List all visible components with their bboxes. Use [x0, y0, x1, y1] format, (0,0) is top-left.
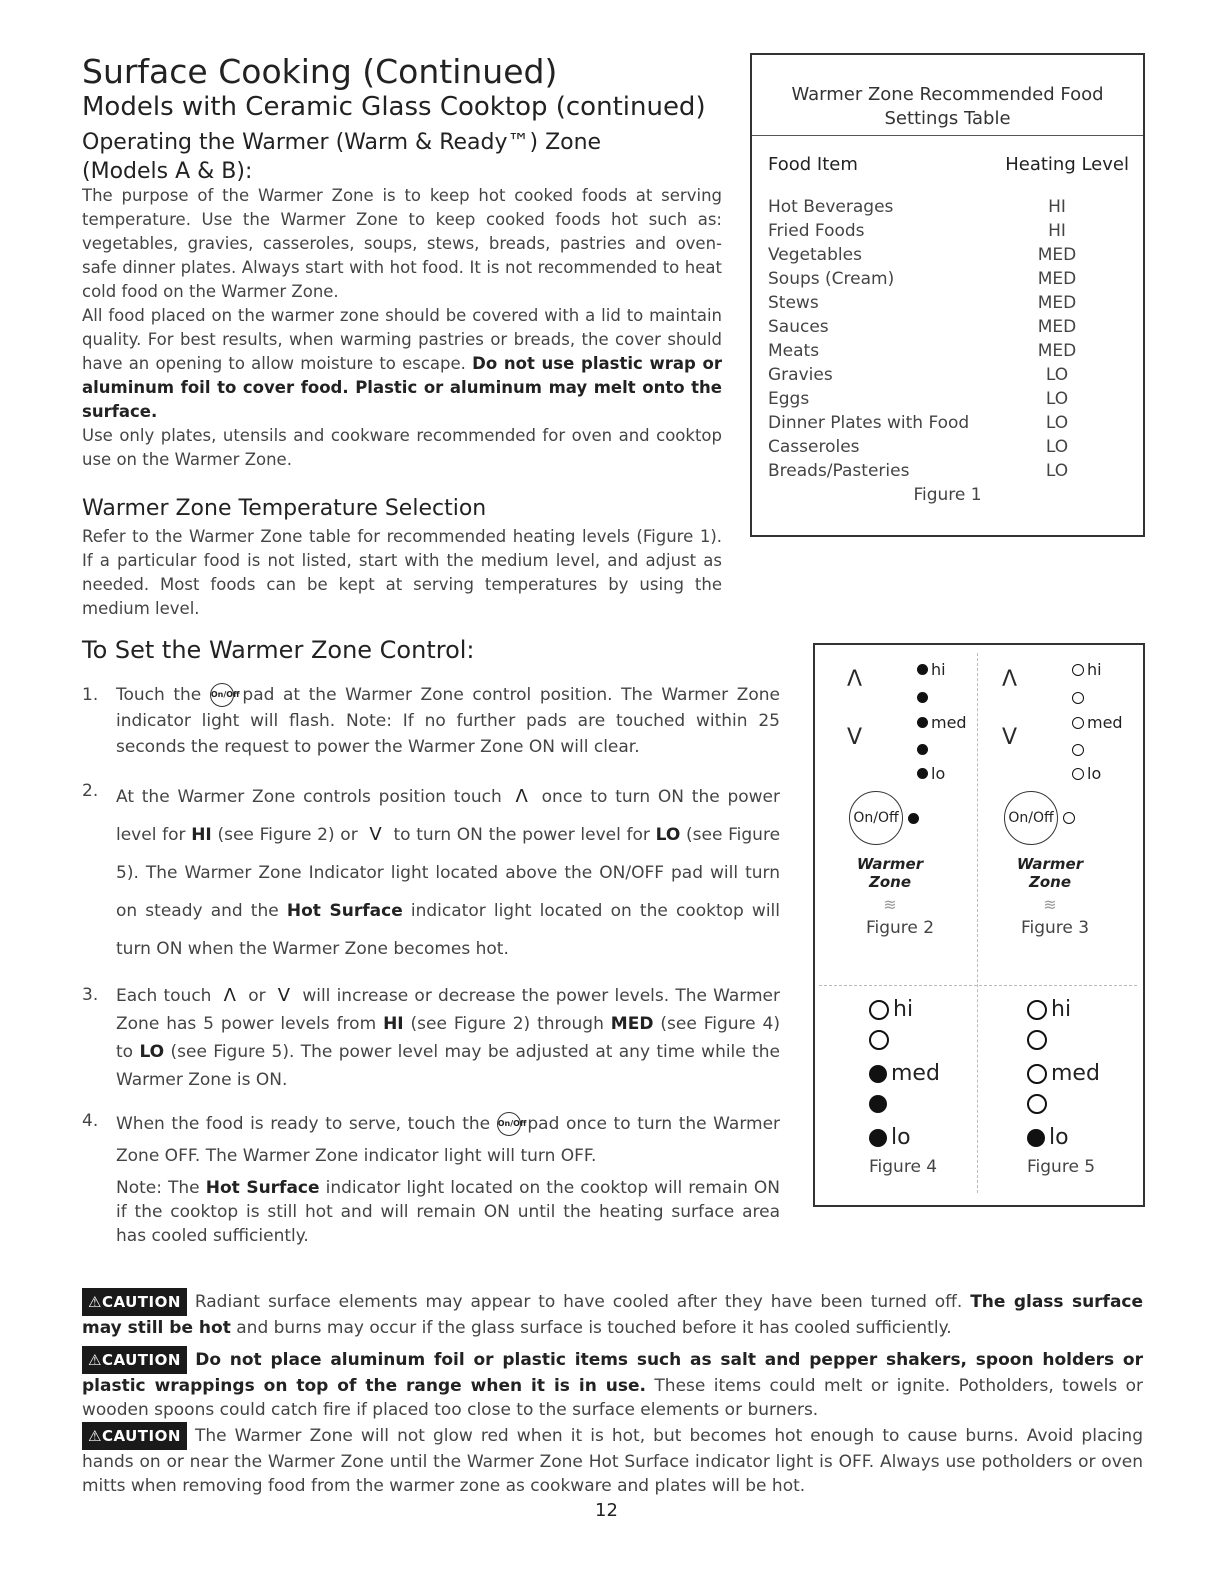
table-title — [752, 55, 1143, 136]
on-off-button-icon: On/Off — [849, 791, 903, 845]
step-note — [82, 1176, 780, 1248]
indicator-off-icon — [1027, 1000, 1047, 1020]
intro-p1: The purpose of the Warmer Zone is to keep hot cooked foods at serving temperature. Use the Warmer Zone to keep cooked foods hot such as: vegetables, gravies, casseroles, soups, stews, breads, pastries and oven-safe dinner plates. Always start with hot food. It is not recommended to heat cold food on the Warmer Zone. — [82, 186, 722, 301]
on-off-button-icon: On/Off — [1004, 791, 1058, 845]
indicator-on-icon — [917, 717, 928, 728]
table-row — [752, 291, 1143, 315]
table-row — [752, 387, 1143, 411]
text-bold: LO — [139, 1042, 165, 1062]
level-lo: lo — [891, 1125, 911, 1150]
table-row — [752, 411, 1143, 435]
figure-4-caption: Figure 4 — [869, 1157, 938, 1177]
heating-level: LO — [1045, 437, 1069, 457]
indicator-off-icon — [1027, 1030, 1047, 1050]
text: (see Figure 2) through — [410, 1014, 604, 1034]
step-1 — [82, 682, 780, 760]
level-med: med — [1051, 1061, 1100, 1086]
level-med: med — [931, 713, 967, 732]
settings-table — [750, 53, 1145, 537]
text: indicator light located on the cooktop will turn ON when the Warmer Zone becomes hot. — [116, 901, 781, 959]
table-row — [752, 339, 1143, 363]
figures-panel — [813, 643, 1145, 1207]
text-bold: MED — [610, 1014, 654, 1034]
text-bold: HI — [383, 1014, 404, 1034]
down-arrow-icon: V — [1002, 725, 1018, 750]
section-title: Operating the Warmer (Warm & Ready™) Zone — [82, 130, 602, 155]
set-control-steps — [82, 682, 780, 1248]
step-4 — [82, 1108, 780, 1172]
text: Note: The — [116, 1178, 200, 1198]
text: pad once to turn the Warmer Zone OFF. The Warmer Zone indicator light will turn OFF. — [116, 1114, 781, 1166]
caution-2 — [82, 1346, 1143, 1422]
heating-level: HI — [1048, 197, 1066, 217]
table-body — [752, 195, 1143, 483]
figure-3 — [1000, 657, 1140, 938]
indicator-off-icon — [1072, 664, 1084, 676]
indicator-off-icon — [1027, 1094, 1047, 1114]
food-item: Breads/Pasteries — [768, 461, 910, 481]
figure-2 — [845, 657, 975, 938]
table-row — [752, 267, 1143, 291]
level-hi: hi — [1087, 660, 1102, 679]
text-bold: Hot Surface — [286, 901, 403, 921]
intro-p3: Use only plates, utensils and cookware recommended for oven and cooktop use on the Warmer Zone. — [82, 426, 722, 469]
text: once to turn ON the power level for — [116, 787, 781, 845]
figure-3-caption: Figure 3 — [1020, 918, 1090, 938]
text-bold: Hot Surface — [205, 1178, 320, 1198]
level-hi: hi — [931, 660, 946, 679]
level-lo: lo — [931, 764, 946, 783]
set-control-heading: To Set the Warmer Zone Control: — [82, 636, 475, 664]
indicator-off-icon — [1063, 812, 1075, 824]
up-arrow-icon: Λ — [847, 667, 863, 692]
step-text — [116, 682, 780, 760]
page-subtitle: Models with Ceramic Glass Cooktop (continued) — [82, 92, 706, 122]
table-row — [752, 315, 1143, 339]
heating-level: MED — [1037, 317, 1077, 337]
level-hi: hi — [1051, 997, 1072, 1022]
heating-level: MED — [1037, 269, 1077, 289]
food-item: Eggs — [768, 389, 810, 409]
food-item: Gravies — [768, 365, 833, 385]
step-number: 4. — [82, 1111, 99, 1131]
figure-2-caption: Figure 2 — [865, 918, 935, 938]
caution-text: The Warmer Zone will not glow red when it is hot, but becomes hot enough to cause burns. Avoid placing hands on or near the Warmer Zone until the Warmer Zone Hot Surface indicator light is OFF. Always use potholders or oven mitts when removing food from the warmer zone as cookware and plates will be hot. — [82, 1426, 1143, 1496]
heating-level: LO — [1045, 389, 1069, 409]
temp-heading: Warmer Zone Temperature Selection — [82, 496, 487, 521]
text-bold: HI — [191, 825, 212, 845]
indicator-on-icon — [917, 692, 928, 703]
intro-p2-plain: All food placed on the warmer zone should be covered with a lid to maintain quality. For best results, when warming pastries or breads, the cover should have an opening to allow moisture to escape. — [82, 306, 722, 373]
food-item: Dinner Plates with Food — [768, 413, 970, 433]
text: to turn ON the power level for — [393, 825, 650, 845]
caution-text: Radiant surface elements may appear to have cooled after they have been turned off. — [194, 1292, 963, 1312]
step-text — [116, 982, 780, 1094]
intro-p2-bold: Do not use plastic wrap or aluminum foil to cover food. Plastic or aluminum may melt onto the surface. — [82, 354, 723, 421]
heat-symbol-icon: ≋ — [883, 895, 897, 914]
intro-text — [82, 184, 722, 472]
step-number: 2. — [82, 781, 99, 801]
warmer-zone-label: Warmer Zone — [856, 855, 924, 891]
down-arrow-icon: V — [847, 725, 863, 750]
step-3 — [82, 982, 780, 1094]
heating-level: LO — [1045, 413, 1069, 433]
caution-3 — [82, 1422, 1143, 1498]
heating-level: LO — [1045, 365, 1069, 385]
caution-text-bold: Do not place aluminum foil or plastic items such as salt and pepper shakers, spoon holders or plastic wrappings on top of the range when it is in use. — [82, 1350, 1143, 1396]
text: will increase or decrease the power levels. The Warmer Zone has 5 power levels from — [116, 986, 781, 1034]
indicator-on-icon — [869, 1065, 887, 1083]
food-item: Sauces — [768, 317, 829, 337]
text: When the food is ready to serve, touch the — [116, 1114, 491, 1134]
table-title-line2: Settings Table — [884, 108, 1011, 129]
on-off-pad-icon: On/Off — [210, 683, 234, 707]
figure-5 — [1027, 997, 1137, 1177]
text: or — [248, 986, 266, 1006]
section-models: (Models A & B): — [82, 159, 253, 184]
caution-text-bold: The glass surface may still be hot — [82, 1292, 1144, 1338]
indicator-on-icon — [908, 813, 919, 824]
step-number: 3. — [82, 985, 99, 1005]
step-number: 1. — [82, 685, 99, 705]
food-item: Stews — [768, 293, 819, 313]
caution-text: These items could melt or ignite. Potholders, towels or wooden spoons could catch fire if placed too close to the surface elements or burners. — [82, 1376, 1144, 1420]
indicator-off-icon — [1072, 744, 1084, 756]
level-med: med — [891, 1061, 940, 1086]
indicator-off-icon — [869, 1000, 889, 1020]
warmer-zone-label: Warmer Zone — [1016, 855, 1084, 891]
col-heating-level: Heating Level — [1005, 154, 1129, 175]
text: indicator light located on the cooktop will remain ON if the cooktop is still hot and will remain ON until the heating surface area has cooled sufficiently. — [116, 1178, 781, 1246]
step-text — [116, 778, 780, 968]
indicator-on-icon — [1027, 1129, 1045, 1147]
caution-1 — [82, 1288, 1143, 1340]
indicator-off-icon — [1072, 717, 1084, 729]
temp-text: Refer to the Warmer Zone table for recommended heating levels (Figure 1). If a particular food is not listed, start with the medium level, and adjust as needed. Most foods can be kept at serving temperatures by using the medium level. — [82, 527, 722, 618]
up-arrow-icon: Λ — [223, 985, 236, 1006]
text: At the Warmer Zone controls position touch — [116, 787, 502, 807]
text: Touch the — [116, 685, 202, 705]
table-title-line1: Warmer Zone Recommended Food — [791, 84, 1104, 105]
up-arrow-icon: Λ — [1002, 667, 1018, 692]
note-text — [116, 1176, 780, 1248]
text: Each touch — [116, 986, 212, 1006]
col-food-item: Food Item — [768, 154, 858, 175]
heating-level: MED — [1037, 293, 1077, 313]
food-item: Meats — [768, 341, 820, 361]
caution-badge: ⚠CAUTION — [82, 1422, 187, 1450]
heating-level: HI — [1048, 221, 1066, 241]
caution-badge: ⚠CAUTION — [82, 1346, 187, 1374]
caution-text: and burns may occur if the glass surface is touched before it has cooled sufficiently. — [236, 1318, 952, 1338]
indicator-off-icon — [869, 1030, 889, 1050]
figure-5-caption: Figure 5 — [1027, 1157, 1096, 1177]
up-arrow-icon: Λ — [515, 786, 528, 807]
table-row — [752, 243, 1143, 267]
caution-badge: ⚠CAUTION — [82, 1288, 187, 1316]
table-row — [752, 435, 1143, 459]
indicator-on-icon — [917, 768, 928, 779]
indicator-on-icon — [869, 1095, 887, 1113]
step-text — [116, 1108, 780, 1172]
level-lo: lo — [1049, 1125, 1069, 1150]
food-item: Hot Beverages — [768, 197, 894, 217]
heating-level: MED — [1037, 245, 1077, 265]
text: (see Figure 2) or — [217, 825, 358, 845]
indicator-off-icon — [1072, 692, 1084, 704]
heating-level: MED — [1037, 341, 1077, 361]
table-row — [752, 195, 1143, 219]
figure-1-caption: Figure 1 — [913, 485, 982, 505]
down-arrow-icon: V — [277, 985, 291, 1006]
level-med: med — [1087, 713, 1123, 732]
step-2 — [82, 778, 780, 968]
page-number: 12 — [595, 1500, 618, 1521]
level-lo: lo — [1087, 764, 1102, 783]
table-row — [752, 459, 1143, 483]
text-bold: LO — [655, 825, 681, 845]
section-heading — [82, 128, 732, 186]
table-row — [752, 219, 1143, 243]
table-row — [752, 363, 1143, 387]
food-item: Vegetables — [768, 245, 862, 265]
table-header — [752, 136, 1143, 195]
text: (see Figure 4) to — [116, 1014, 780, 1062]
text: (see Figure 5). The power level may be adjusted at any time while the Warmer Zone is ON. — [116, 1042, 781, 1090]
indicator-on-icon — [917, 744, 928, 755]
down-arrow-icon: V — [369, 824, 382, 845]
on-off-pad-icon: On/Off — [497, 1112, 521, 1136]
indicator-on-icon — [869, 1129, 887, 1147]
heating-level: LO — [1045, 461, 1069, 481]
text: (see Figure 5). The Warmer Zone Indicator light located above the ON/OFF pad will turn on steady and the — [116, 825, 781, 921]
figure-4 — [869, 997, 979, 1177]
text: pad at the Warmer Zone control position. The Warmer Zone indicator light will flash. Note: If no further pads are touched within 25 seconds the request to power the Warmer Zone ON will clear. — [116, 685, 781, 757]
food-item: Casseroles — [768, 437, 860, 457]
level-hi: hi — [893, 997, 914, 1022]
indicator-on-icon — [917, 664, 928, 675]
indicator-off-icon — [1072, 768, 1084, 780]
food-item: Fried Foods — [768, 221, 865, 241]
indicator-off-icon — [1027, 1064, 1047, 1084]
intro-p2 — [82, 304, 722, 424]
food-item: Soups (Cream) — [768, 269, 895, 289]
heat-symbol-icon: ≋ — [1043, 895, 1057, 914]
page-title: Surface Cooking (Continued) — [82, 52, 558, 91]
